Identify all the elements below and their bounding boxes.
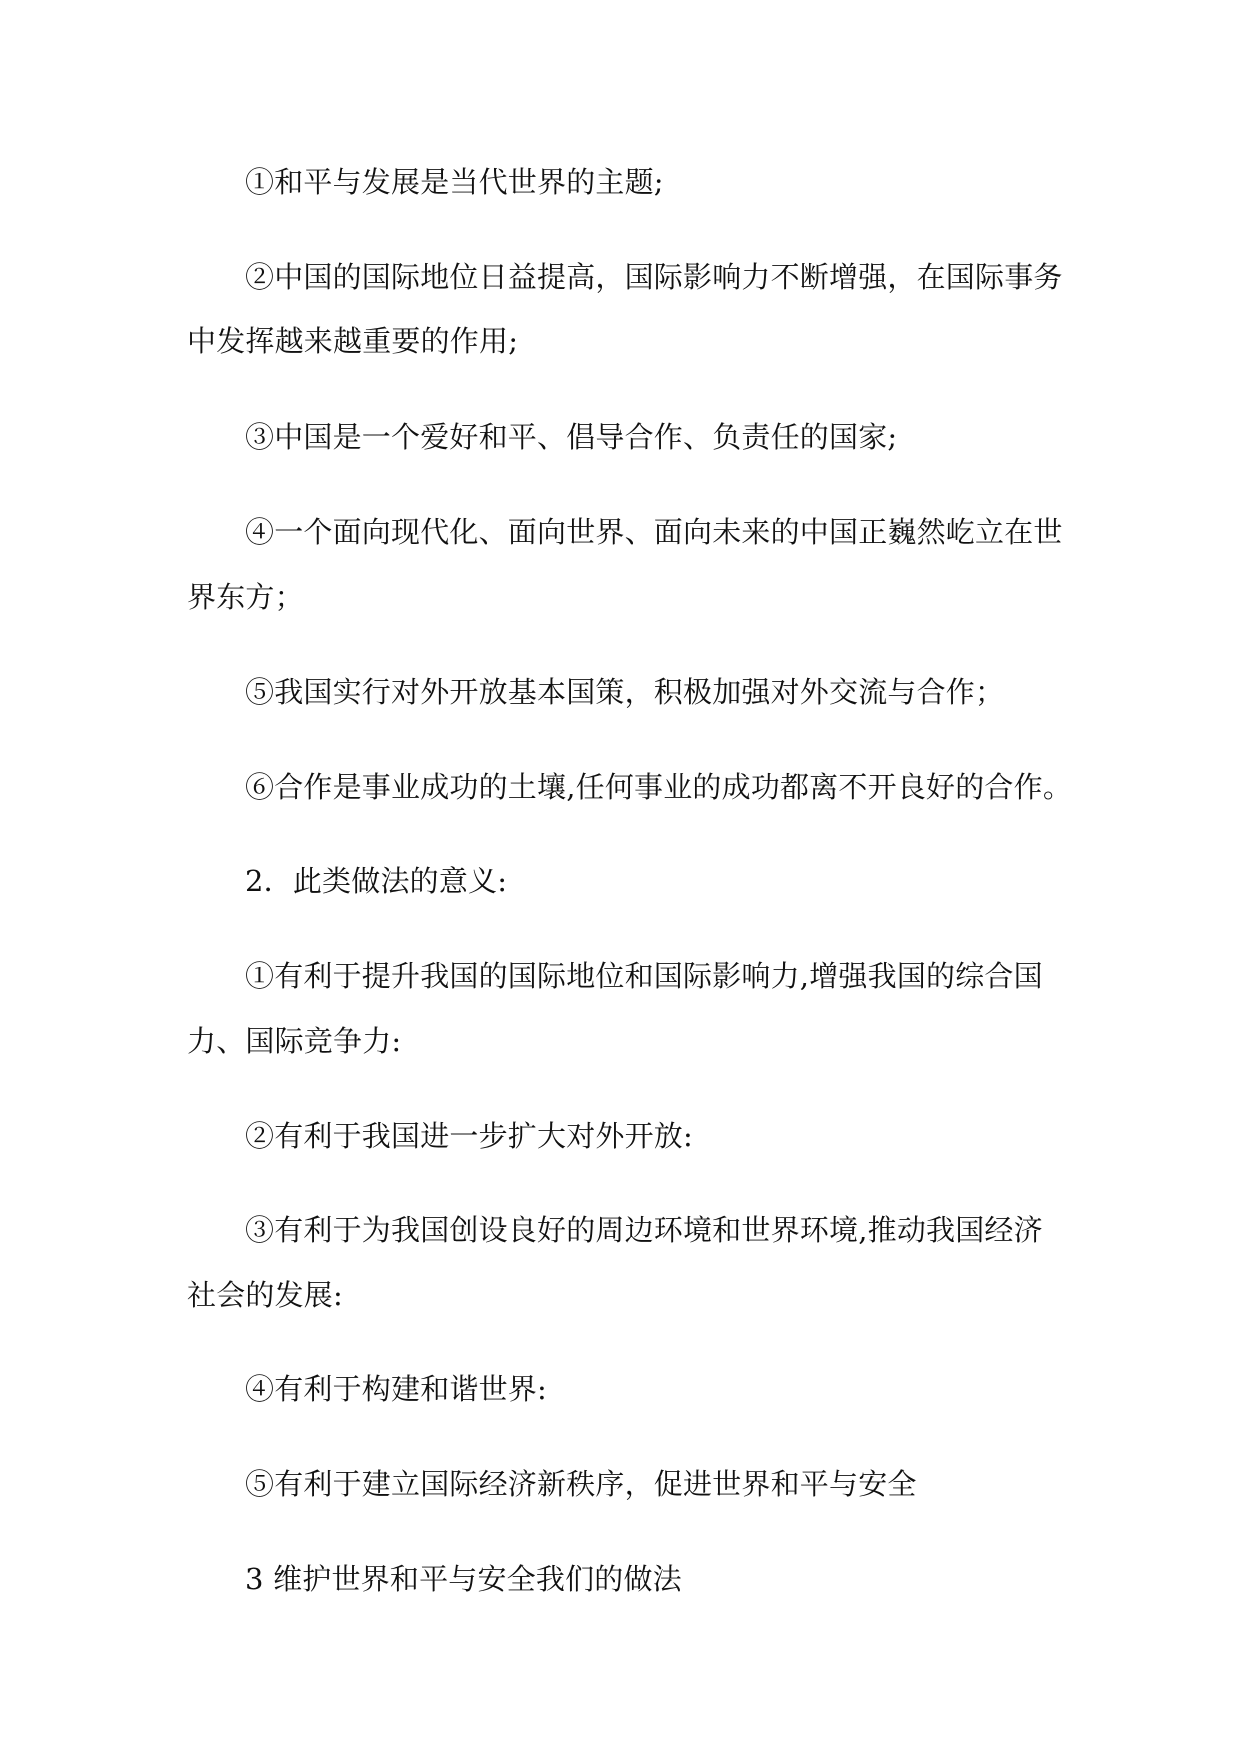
significance-international-status-line-2: 力、国际竞争力:	[187, 1024, 402, 1058]
significance-opening-up: ②有利于我国进一步扩大对外开放:	[245, 1119, 693, 1153]
significance-economic-order: ⑤有利于建立国际经济新秩序，促进世界和平与安全	[245, 1467, 917, 1501]
significance-harmonious-world: ④有利于构建和谐世界:	[245, 1372, 547, 1406]
point-china-status-line-1: ②中国的国际地位日益提高，国际影响力不断增强，在国际事务	[245, 260, 1063, 294]
point-cooperation: ⑥合作是事业成功的土壤,任何事业的成功都离不开良好的合作。	[245, 770, 1073, 804]
section-heading-maintain-peace: 3 维护世界和平与安全我们的做法	[245, 1562, 682, 1596]
point-modern-china-line-1: ④一个面向现代化、面向世界、面向未来的中国正巍然屹立在世	[245, 515, 1063, 549]
section-heading-significance: 2．此类做法的意义:	[245, 864, 508, 898]
point-modern-china-line-2: 界东方；	[187, 580, 304, 614]
significance-environment-line-1: ③有利于为我国创设良好的周边环境和世界环境,推动我国经济	[245, 1213, 1043, 1247]
point-opening-policy: ⑤我国实行对外开放基本国策，积极加强对外交流与合作；	[245, 675, 1005, 709]
point-peace-development: ①和平与发展是当代世界的主题;	[245, 165, 664, 199]
point-peace-loving-country: ③中国是一个爱好和平、倡导合作、负责任的国家;	[245, 420, 898, 454]
significance-environment-line-2: 社会的发展:	[187, 1278, 343, 1312]
significance-international-status-line-1: ①有利于提升我国的国际地位和国际影响力,增强我国的综合国	[245, 959, 1043, 993]
point-china-status-line-2: 中发挥越来越重要的作用;	[187, 324, 519, 358]
